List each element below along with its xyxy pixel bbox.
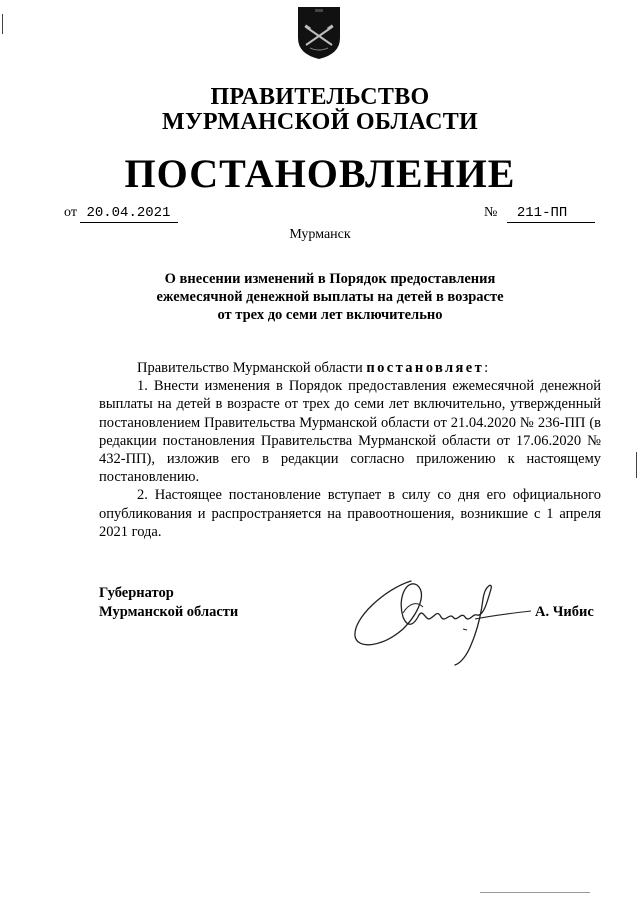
item-2: 2. Настоящее постановление вступает в силу со дня его официального опубликования и распространяется на правоотношения, возникшие с 1 апреля 2021 года. bbox=[99, 487, 601, 540]
signer-position bbox=[99, 584, 238, 622]
document-date bbox=[64, 204, 178, 223]
handwritten-signature bbox=[345, 573, 545, 668]
document-type-heading: ПОСТАНОВЛЕНИЕ bbox=[124, 151, 516, 196]
number-prefix: № bbox=[484, 205, 498, 220]
coat-of-arms-emblem bbox=[296, 4, 342, 60]
title-line-2: ежемесячной денежной выплаты на детей в возрасте bbox=[156, 289, 504, 305]
date-value: 20.04.2021 bbox=[80, 204, 178, 223]
document-body bbox=[99, 359, 601, 541]
left-edge-mark bbox=[2, 14, 3, 34]
decree-intro bbox=[99, 359, 601, 377]
title-line-3: от трех до семи лет включительно bbox=[217, 307, 443, 323]
document-title bbox=[120, 270, 540, 324]
position-line-2: Мурманской области bbox=[99, 604, 239, 620]
title-line-1: О внесении изменений в Порядок предоставления bbox=[164, 271, 496, 287]
city-name: Мурманск bbox=[289, 227, 351, 242]
right-edge-mark bbox=[636, 452, 637, 478]
bottom-scan-mark bbox=[480, 892, 590, 893]
decree-word: постановляет bbox=[366, 360, 485, 376]
organization-name-line1: ПРАВИТЕЛЬСТВО bbox=[210, 84, 430, 110]
position-line-1: Губернатор bbox=[99, 585, 174, 601]
decree-colon: : bbox=[484, 360, 489, 376]
item-1: 1. Внести изменения в Порядок предоставления ежемесячной денежной выплаты на детей в возрасте от трех до семи лет включительно, утвержденный постановлением Правительства Мурманской области от 21.04.2020 № 236-ПП (в редакции постановления Правительства Мурманской области от 17.06.2020 № 432-ПП), изложив его в редакции согласно приложению к настоящему постановлению. bbox=[99, 378, 601, 486]
number-value: 211-ПП bbox=[507, 204, 595, 223]
organization-name-line2: МУРМАНСКОЙ ОБЛАСТИ bbox=[162, 109, 478, 135]
document-number bbox=[484, 204, 595, 223]
date-prefix: от bbox=[64, 205, 77, 220]
intro-text: Правительство Мурманской области bbox=[137, 360, 363, 376]
signer-name: А. Чибис bbox=[535, 604, 594, 620]
